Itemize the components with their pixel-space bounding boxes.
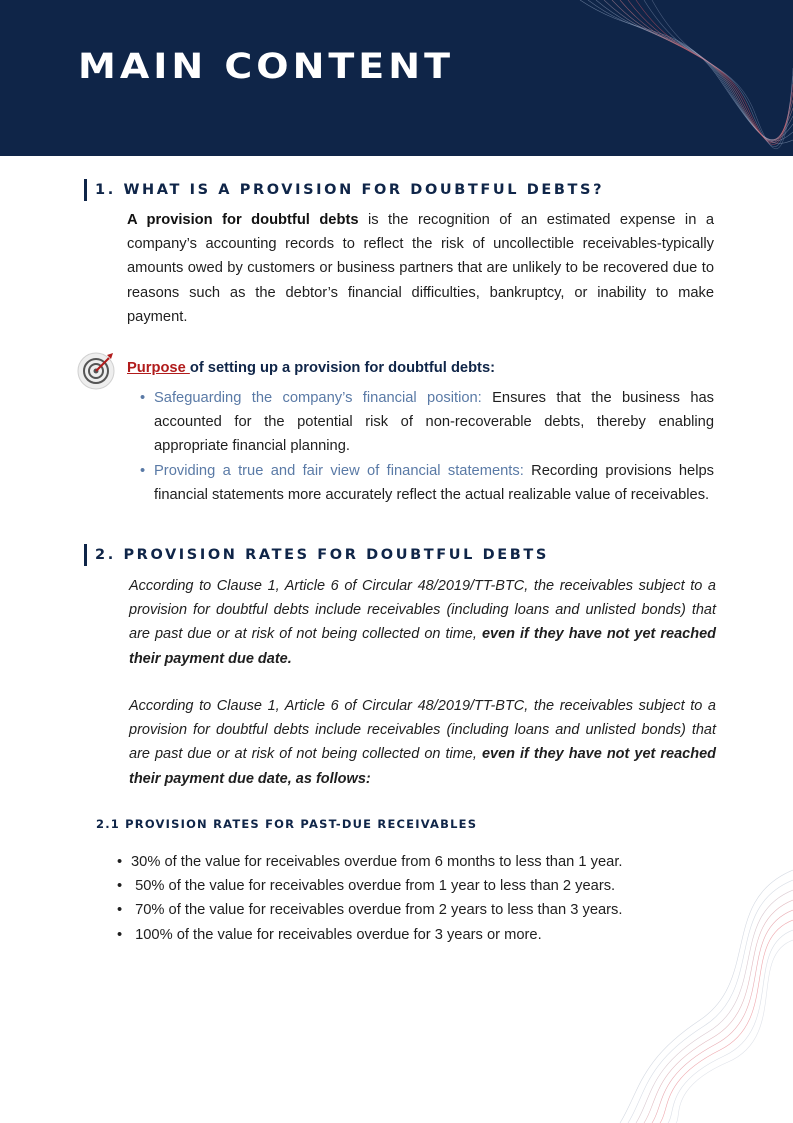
list-item xyxy=(140,459,714,507)
list-item xyxy=(140,386,714,459)
item-lead: Providing a true and fair view of financial statements: xyxy=(154,462,524,479)
bullet-icon: • xyxy=(140,462,146,479)
section2-heading xyxy=(84,543,549,567)
purpose-rest: of setting up a provision for doubtful debts: xyxy=(189,360,496,376)
decorative-waves-top xyxy=(560,0,793,156)
definition-text: is the recognition of an estimated expense in a company’s accounting records to reflect the risk of uncollectible receivables-typically amounts owed by customers or business partners that are unlikely to be recovered due to reasons such as the debtor’s financial difficulties, bankruptcy, or inability to make payment. xyxy=(127,212,714,325)
rate-text: 30% of the value for receivables overdue from 6 months to less than 1 year. xyxy=(131,854,623,870)
item-text: Recording provisions helps financial statements more accurately reflect the actual realizable value of receivables. xyxy=(154,462,714,503)
rate-text: 100% of the value for receivables overdue for 3 years or more. xyxy=(131,926,542,943)
section1-title: 1. WHAT IS A PROVISION FOR DOUBTFUL DEBTS? xyxy=(95,182,605,198)
header-banner xyxy=(0,0,793,156)
bullet-icon: • xyxy=(117,878,123,895)
purpose-title xyxy=(127,360,495,376)
heading-bar xyxy=(84,179,87,201)
rate-text: 70% of the value for receivables overdue from 2 years to less than 3 years. xyxy=(131,902,623,919)
decorative-waves-bottom xyxy=(600,850,793,1123)
paragraph-bold: even if they have not yet reached their payment due date. xyxy=(129,626,716,667)
paragraph-text: According to Clause 1, Article 6 of Circular 48/2019/TT-BTC, the receivables subject to a provision for doubtful debts include receivables (including loans and unlisted bonds) that are past due or at risk of not being collected on time, xyxy=(129,578,716,643)
subsection21-title: 2.1 PROVISION RATES FOR PAST-DUE RECEIVABLES xyxy=(96,817,478,831)
bullet-icon: • xyxy=(117,854,123,870)
bullet-icon: • xyxy=(117,902,123,919)
purpose-list xyxy=(140,386,714,507)
definition-paragraph xyxy=(127,208,714,329)
purpose-keyword: Purpose xyxy=(127,360,190,376)
paragraph-text: According to Clause 1, Article 6 of Circular 48/2019/TT-BTC, the receivables subject to a provision for doubtful debts include receivables (including loans and unlisted bonds) that are past due or at risk of not being collected on time, xyxy=(129,698,716,763)
circular-paragraph-1 xyxy=(129,574,716,671)
bullet-icon: • xyxy=(117,926,123,943)
section1-heading xyxy=(84,178,604,202)
item-lead: Safeguarding the company’s financial position: xyxy=(154,390,482,406)
circular-paragraph-2 xyxy=(129,694,716,791)
paragraph-bold: even if they have not yet reached their payment due date, as follows: xyxy=(129,746,716,787)
bullet-icon: • xyxy=(140,390,146,406)
definition-term: A provision for doubtful debts xyxy=(127,212,359,228)
rate-text: 50% of the value for receivables overdue from 1 year to less than 2 years. xyxy=(131,878,616,895)
page-title: MAIN CONTENT xyxy=(78,45,454,87)
target-icon xyxy=(76,350,116,390)
heading-bar xyxy=(84,544,87,566)
section2-title: 2. PROVISION RATES FOR DOUBTFUL DEBTS xyxy=(95,547,549,563)
item-text: Ensures that the business has accounted for the potential risk of non-recoverable debts, thereby enabling appropriate financial planning. xyxy=(154,390,714,455)
purpose-heading xyxy=(76,350,716,390)
